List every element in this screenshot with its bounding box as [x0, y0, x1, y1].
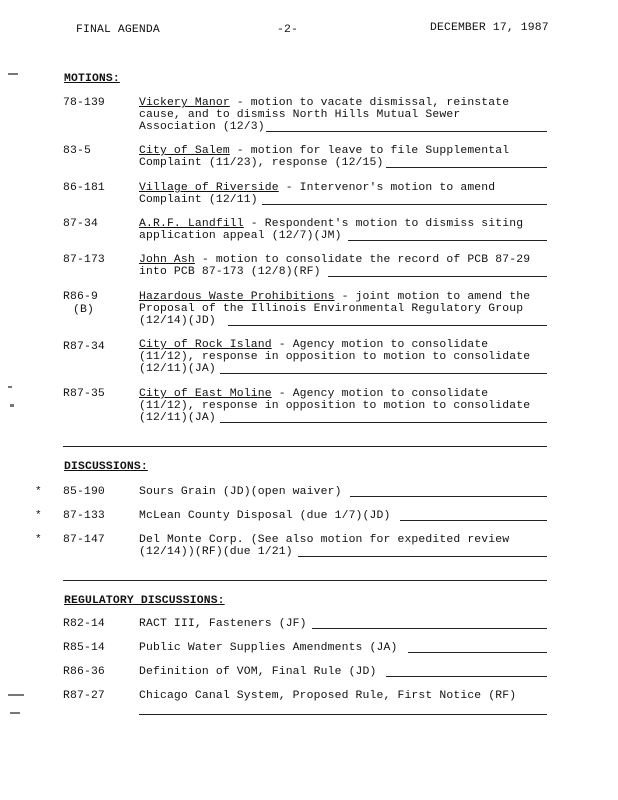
- motions-heading: MOTIONS:: [64, 73, 120, 85]
- section-divider: [63, 580, 547, 581]
- underline-rule: [266, 131, 547, 132]
- docket-number: 87-173: [63, 254, 105, 266]
- priority-marker: *: [35, 510, 42, 522]
- motion-text: cause, and to dismiss North Hills Mutual Sewer: [139, 109, 461, 121]
- motion-text: Proposal of the Illinois Environmental Regulatory Group: [139, 303, 524, 315]
- docket-number: R82-14: [63, 618, 105, 630]
- motion-text: (12/11)(JA): [139, 412, 216, 424]
- underline-rule: [328, 276, 547, 277]
- scan-speck: [8, 694, 24, 696]
- regulatory-text: Definition of VOM, Final Rule (JD): [139, 666, 377, 678]
- motion-text: (12/11)(JA): [139, 363, 216, 375]
- docket-number: R87-35: [63, 388, 105, 400]
- docket-number: 78-139: [63, 97, 105, 109]
- underline-rule: [262, 204, 547, 205]
- case-name: John Ash: [139, 254, 195, 266]
- docket-number: R85-14: [63, 642, 105, 654]
- underline-rule: [350, 496, 547, 497]
- motion-text: - Agency motion to consolidate: [271, 388, 489, 400]
- header-page-number: -2-: [277, 24, 298, 36]
- docket-number: 87-133: [63, 510, 105, 522]
- motion-text: (12/14)(JD): [139, 315, 216, 327]
- motion-text: - Respondent's motion to dismiss siting: [243, 218, 524, 230]
- docket-number: 85-190: [63, 486, 105, 498]
- header-left: FINAL AGENDA: [76, 24, 160, 36]
- case-name: Vickery Manor: [139, 97, 230, 109]
- discussions-heading: DISCUSSIONS:: [64, 461, 148, 473]
- docket-number: 87-147: [63, 534, 105, 546]
- scan-speck: [8, 386, 12, 388]
- underline-rule: [408, 652, 547, 653]
- scan-speck: [10, 404, 14, 407]
- motion-text: (11/12), response in opposition to motion to consolidate: [139, 400, 531, 412]
- regulatory-heading: REGULATORY DISCUSSIONS:: [64, 595, 225, 607]
- case-name: City of Salem: [139, 145, 230, 157]
- motion-text: application appeal (12/7)(JM): [139, 230, 342, 242]
- underline-rule: [400, 520, 547, 521]
- motion-text: - Intervenor's motion to amend: [278, 182, 496, 194]
- underline-rule: [228, 325, 547, 326]
- underline-rule: [139, 714, 547, 715]
- motion-text: into PCB 87-173 (12/8)(RF): [139, 266, 321, 278]
- underline-rule: [298, 556, 547, 557]
- docket-number: 83-5: [63, 145, 91, 157]
- motion-text: - Agency motion to consolidate: [271, 339, 489, 351]
- regulatory-text: Public Water Supplies Amendments (JA): [139, 642, 398, 654]
- underline-rule: [312, 628, 547, 629]
- underline-rule: [348, 240, 547, 241]
- priority-marker: *: [35, 534, 42, 546]
- section-divider: [63, 446, 547, 447]
- docket-number: R86-36: [63, 666, 105, 678]
- underline-rule: [386, 676, 547, 677]
- underline-rule: [220, 373, 547, 374]
- priority-marker: *: [35, 486, 42, 498]
- discussion-text: McLean County Disposal (due 1/7)(JD): [139, 510, 391, 522]
- regulatory-text: RACT III, Fasteners (JF): [139, 618, 307, 630]
- case-name: City of Rock Island: [139, 339, 272, 351]
- docket-number: R87-27: [63, 690, 105, 702]
- discussion-text: Del Monte Corp. (See also motion for expedited review: [139, 534, 510, 546]
- motion-text: Complaint (12/11): [139, 194, 258, 206]
- docket-number: 86-181: [63, 182, 105, 194]
- regulatory-text: Chicago Canal System, Proposed Rule, First Notice (RF): [139, 690, 517, 702]
- case-name: A.R.F. Landfill: [139, 218, 244, 230]
- scan-speck: [8, 73, 18, 75]
- motion-text: - motion to vacate dismissal, reinstate: [229, 97, 510, 109]
- docket-number: R87-34: [63, 341, 105, 353]
- motion-text: - joint motion to amend the: [334, 291, 531, 303]
- underline-rule: [386, 167, 547, 168]
- motion-text: Complaint (11/23), response (12/15): [139, 157, 384, 169]
- scan-speck: [10, 712, 20, 714]
- docket-subpart: (B): [73, 304, 94, 316]
- motion-text: (11/12), response in opposition to motion to consolidate: [139, 351, 531, 363]
- case-name: Hazardous Waste Prohibitions: [139, 291, 335, 303]
- discussion-text: (12/14))(RF)(due 1/21): [139, 546, 293, 558]
- motion-text: - motion to consolidate the record of PCB 87-29: [194, 254, 531, 266]
- docket-number: R86-9: [63, 291, 98, 303]
- docket-number: 87-34: [63, 218, 98, 230]
- underline-rule: [220, 422, 547, 423]
- discussion-text: Sours Grain (JD)(open waiver): [139, 486, 342, 498]
- case-name: Village of Riverside: [139, 182, 279, 194]
- motion-text: Association (12/3): [139, 121, 265, 133]
- motion-text: - motion for leave to file Supplemental: [229, 145, 510, 157]
- header-date: DECEMBER 17, 1987: [430, 22, 549, 34]
- case-name: City of East Moline: [139, 388, 272, 400]
